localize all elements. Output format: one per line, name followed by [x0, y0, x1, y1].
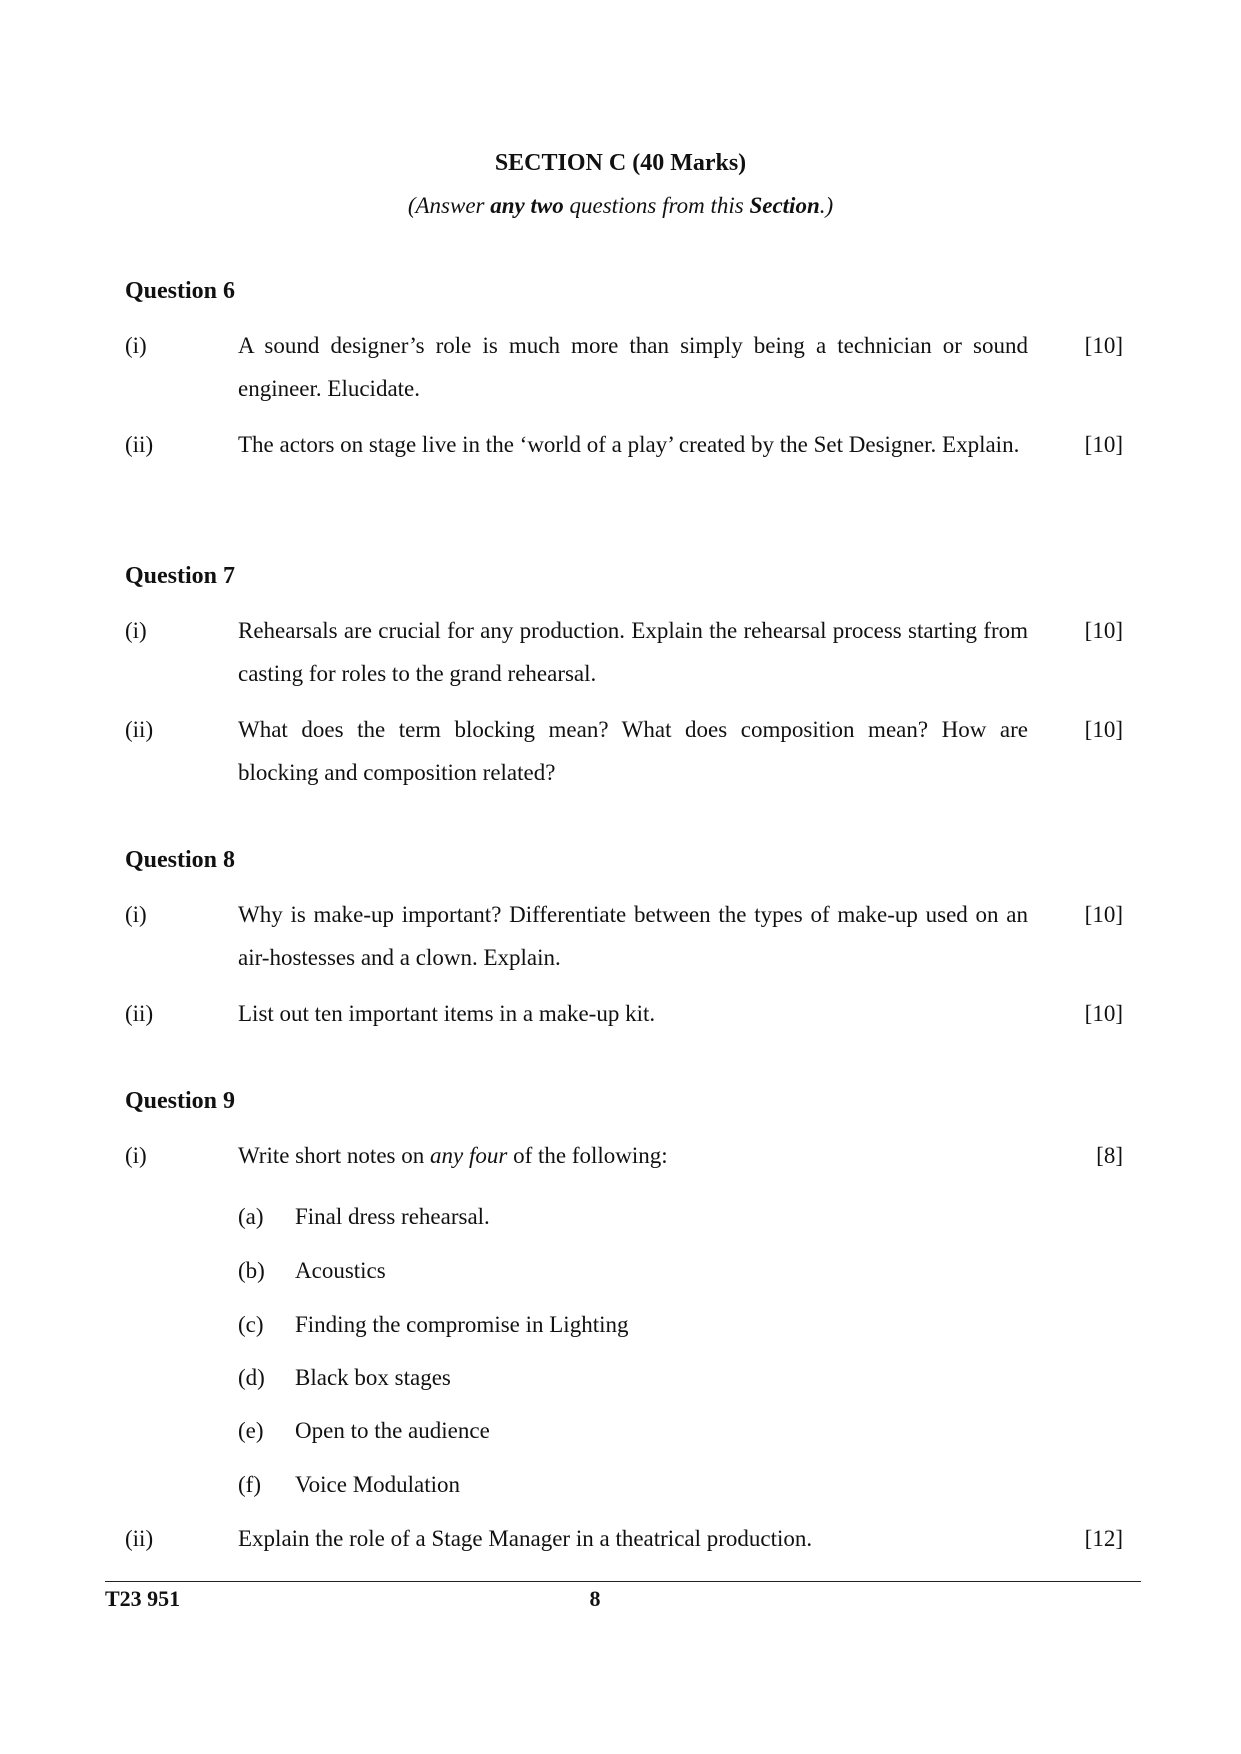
part-marks: [10]	[1084, 717, 1123, 742]
question-8-heading: Question 8	[125, 847, 236, 873]
item-text: Open to the audience	[295, 1418, 490, 1443]
page-number: 8	[589, 1586, 601, 1611]
question-6-heading: Question 6	[125, 278, 236, 304]
item-text: Black box stages	[295, 1365, 451, 1390]
item-label: (c)	[238, 1312, 264, 1337]
part-number: (i)	[125, 902, 147, 927]
item-text: Acoustics	[295, 1258, 386, 1283]
item-label: (f)	[238, 1472, 261, 1497]
item-text: Voice Modulation	[295, 1472, 461, 1497]
part-number: (i)	[125, 333, 147, 358]
part-text: Why is make-up important? Differentiate between the types of make-up used on an air-hostesses and a clown. Explain.	[238, 902, 1028, 970]
part-number: (ii)	[125, 717, 154, 742]
part-number: (i)	[125, 1143, 147, 1168]
part-text: The actors on stage live in the ‘world of a play’ created by the Set Designer. Explain.	[238, 432, 1020, 457]
question-9-heading: Question 9	[125, 1088, 236, 1114]
part-text: A sound designer’s role is much more than simply being a technician or sound engineer. Elucidate.	[238, 333, 1028, 401]
item-label: (d)	[238, 1365, 265, 1390]
item-label: (a)	[238, 1204, 264, 1229]
item-label: (b)	[238, 1258, 265, 1283]
part-number: (ii)	[125, 1526, 154, 1551]
part-text: Explain the role of a Stage Manager in a theatrical production.	[238, 1526, 813, 1551]
footer-divider	[105, 1581, 1141, 1582]
part-text: Rehearsals are crucial for any production. Explain the rehearsal process starting from casting for roles to the grand rehearsal.	[238, 618, 1028, 686]
part-marks: [10]	[1084, 902, 1123, 927]
paper-code: T23 951	[105, 1586, 181, 1611]
item-text: Finding the compromise in Lighting	[295, 1312, 629, 1337]
item-text: Final dress rehearsal.	[295, 1204, 490, 1229]
part-marks: [8]	[1096, 1143, 1123, 1168]
part-marks: [10]	[1084, 618, 1123, 643]
part-marks: [10]	[1084, 333, 1123, 358]
part-number: (ii)	[125, 432, 154, 457]
part-text: Write short notes on any four of the following:	[238, 1143, 668, 1168]
item-label: (e)	[238, 1418, 264, 1443]
part-number: (i)	[125, 618, 147, 643]
section-instruction: (Answer any two questions from this Section.)	[407, 193, 834, 218]
part-marks: [12]	[1084, 1526, 1123, 1551]
part-marks: [10]	[1084, 432, 1123, 457]
question-7-heading: Question 7	[125, 563, 236, 589]
part-number: (ii)	[125, 1001, 154, 1026]
part-marks: [10]	[1084, 1001, 1123, 1026]
part-text: What does the term blocking mean? What does composition mean? How are blocking and composition related?	[238, 717, 1028, 785]
section-title: SECTION C (40 Marks)	[494, 150, 747, 176]
part-text: List out ten important items in a make-up kit.	[238, 1001, 656, 1026]
